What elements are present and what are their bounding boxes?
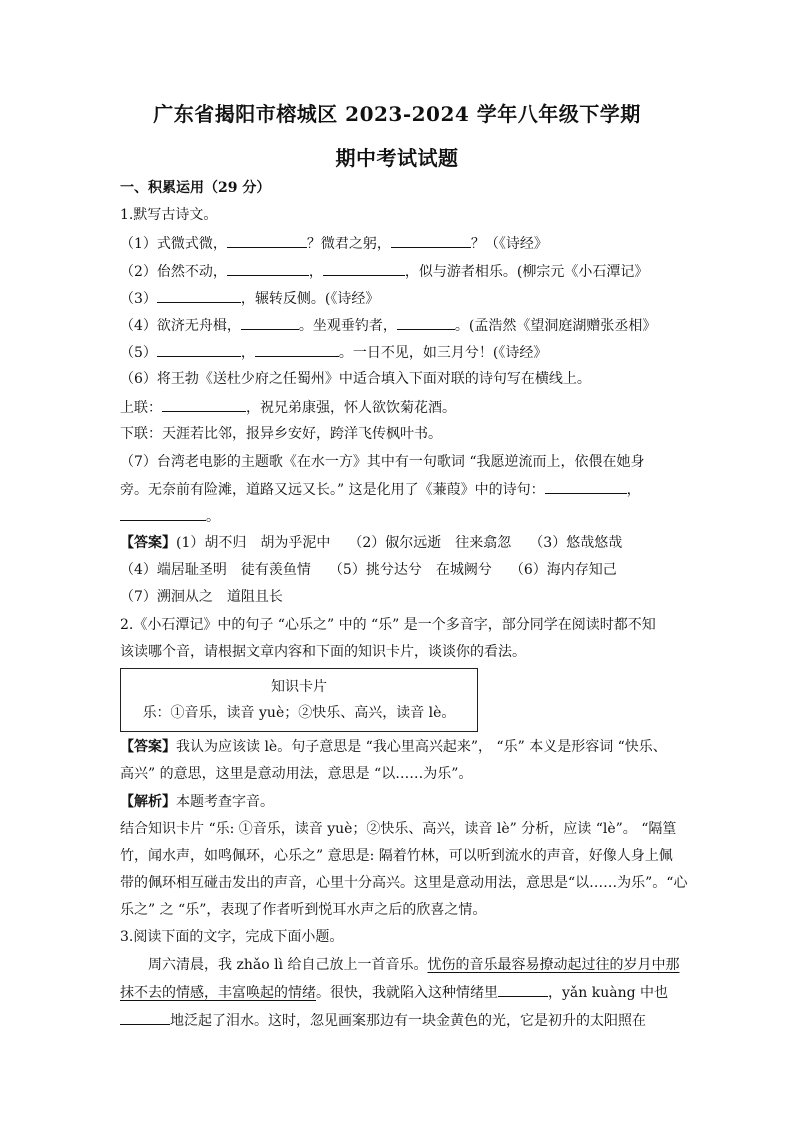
text: 。	[206, 509, 220, 525]
q2-answer-2: 高兴” 的意思，这里是意动用法，意思是 “以……为乐”。	[120, 766, 473, 782]
text: ，	[308, 264, 323, 280]
q2-analysis-4: 乐之” 之 “乐”，表现了作者听到悦耳水声之后的欣喜之情。	[120, 902, 487, 918]
text: ，yǎn kuàng 中也	[548, 985, 668, 1001]
text: 地泛起了泪水。这时，忽见画案那边有一块金黄色的光，它是初升的太阳照在	[170, 1013, 646, 1029]
answer-label: 【答案】	[120, 535, 176, 551]
q1-line-7: （7）台湾老电影的主题歌《在水一方》其中有一句歌词 “我愿逆流而上，依偎在她身	[120, 454, 645, 470]
q1-line-1	[120, 233, 680, 254]
q1-stem: 1.默写古诗文。	[120, 207, 218, 223]
answer-blank[interactable]	[157, 342, 241, 357]
text: ，似与游者相乐。(柳宗元《小石潭记》	[404, 264, 649, 280]
text: ？微君之躬，	[306, 236, 391, 252]
answer-blank[interactable]	[227, 233, 307, 248]
text: （6）海内存知己	[509, 562, 617, 578]
text: 本题考查字音。	[176, 794, 274, 810]
q1-answer-2	[120, 560, 680, 580]
answer-blank[interactable]	[323, 261, 405, 276]
text: (1）胡不归 胡为乎泥中	[176, 535, 331, 551]
q3-stem: 3.阅读下面的文字，完成下面小题。	[120, 929, 344, 945]
answer-blank[interactable]	[120, 506, 206, 521]
answer-blank[interactable]	[545, 479, 627, 494]
text: 上联：	[120, 400, 162, 416]
text: （3）	[120, 291, 157, 307]
q3-passage-3	[120, 1010, 680, 1031]
text: （3）悠哉悠哉	[529, 535, 623, 551]
text: （1）式微式微，	[120, 236, 227, 252]
q1-line-5	[120, 342, 680, 363]
q3-passage-2	[120, 982, 680, 1003]
q2-analysis-1: 结合知识卡片 “乐: ①音乐，读音 yuè；②快乐、高兴，读音 lè” 分析，应读 “lè”。 “隔篁	[120, 821, 677, 837]
underlined-sentence: 忧伤的音乐最容易撩动起过往的岁月中那	[427, 957, 680, 973]
knowledge-card-title: 知识卡片	[271, 679, 327, 695]
underlined-sentence: 抹不去的情感，丰富唤起的情绪	[120, 985, 316, 1001]
q3-passage-1	[148, 955, 680, 975]
q1-line-9	[120, 506, 680, 527]
answer-blank[interactable]	[162, 397, 246, 412]
q2-analysis-2: 竹，闻水声，如鸣佩环，心乐之” 意思是: 隔着竹林，可以听到流水的声音，好像人身上佩	[120, 848, 673, 864]
answer-blank[interactable]	[397, 315, 455, 330]
answer-blank[interactable]	[498, 982, 548, 997]
text: （5）	[120, 345, 157, 361]
exam-subtitle: 期中考试试题	[335, 146, 459, 170]
text: （4）欲济无舟楫，	[120, 318, 241, 334]
q1-line-3	[120, 288, 680, 309]
answer-blank[interactable]	[391, 233, 471, 248]
knowledge-card	[120, 668, 478, 732]
exam-title: 广东省揭阳市榕城区 2023-2024 学年八年级下学期	[153, 102, 641, 126]
text: 。一日不见，如三月兮！(《诗经》	[338, 345, 548, 361]
q2-analysis-head	[120, 792, 680, 812]
q1-line-2	[120, 261, 680, 282]
knowledge-card-body: 乐：①音乐，读音 yuè；②快乐、高兴，读音 lè。	[142, 705, 456, 721]
text: 。坐观垂钓者，	[298, 318, 397, 334]
text: ，	[626, 482, 641, 498]
answer-blank[interactable]	[241, 315, 299, 330]
text: （2）佁然不动，	[120, 264, 227, 280]
text: ，祝兄弟康强，怀人欲饮菊花酒。	[246, 400, 456, 416]
q1-line-8	[120, 479, 680, 500]
section-heading: 一、积累运用（29 分）	[120, 180, 271, 196]
q2-stem-1: 2.《小石潭记》中的句子 “心乐之” 中的 “乐” 是一个多音字，部分同学在阅读时都不知	[120, 617, 656, 633]
text: 。(孟浩然《望洞庭湖赠张丞相》	[454, 318, 657, 334]
text: ，	[240, 345, 255, 361]
text: （2）俶尔远逝 往来翕忽	[348, 535, 512, 551]
text: （4）端居耻圣明 徒有羡鱼情	[120, 562, 311, 578]
analysis-label: 【解析】	[120, 794, 176, 810]
text: （5）挑兮达兮 在城阙兮	[328, 562, 492, 578]
answer-label: 【答案】	[120, 739, 176, 755]
q2-answer-1	[120, 737, 680, 757]
text: 。很快，我就陷入这种情绪里	[316, 985, 498, 1001]
text: 旁。无奈前有险滩，道路又远又长。” 这是化用了《蒹葭》中的诗句：	[120, 482, 545, 498]
q1-line-6: （6）将王勃《送杜少府之任蜀州》中适合填入下面对联的诗句写在横线上。	[120, 371, 591, 387]
text: ，辗转反侧。(《诗经》	[240, 291, 380, 307]
answer-blank[interactable]	[227, 261, 309, 276]
couplet-lower: 下联：天涯若比邻，报异乡安好，跨洋飞传枫叶书。	[120, 426, 442, 442]
q2-analysis-3: 带的佩环相互碰击发出的声音，心里十分高兴。这里是意动用法，意思是“以……为乐”。“心	[120, 875, 688, 891]
answer-blank[interactable]	[255, 342, 339, 357]
q1-answer-3: （7）溯洄从之 道阻且长	[120, 589, 283, 605]
text: 我认为应该读 lè。句子意思是 “我心里高兴起来”， “乐” 本义是形容词 “快乐、	[176, 739, 667, 755]
answer-blank[interactable]	[120, 1010, 170, 1025]
text: 周六清晨，我 zhǎo lì 给自己放上一首音乐。	[148, 957, 428, 973]
text: ？（《诗经》	[470, 236, 548, 252]
q1-answer-1	[120, 533, 680, 553]
answer-blank[interactable]	[157, 288, 241, 303]
q2-stem-2: 该读哪个音，请根据文章内容和下面的知识卡片，谈谈你的看法。	[120, 644, 526, 660]
couplet-upper	[120, 397, 680, 418]
q1-line-4	[120, 315, 680, 336]
